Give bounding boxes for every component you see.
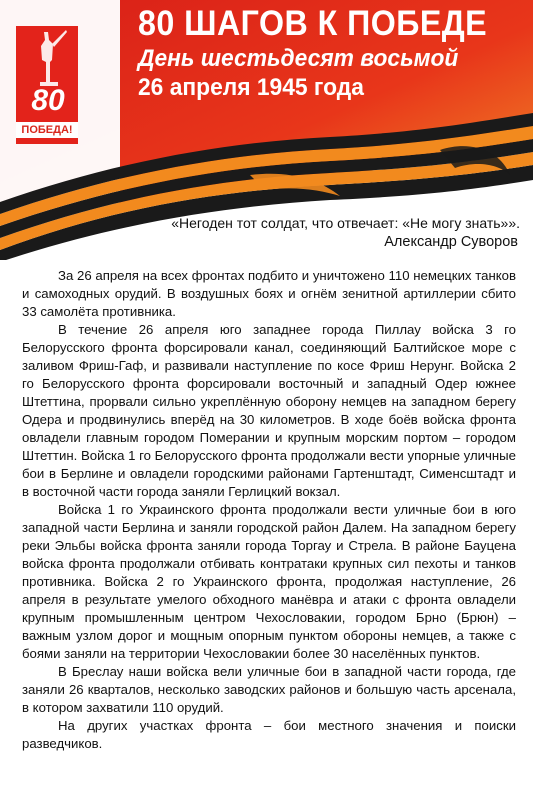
logo-word: ПОБЕДА! [16,122,78,138]
page-title: 80 ШАГОВ К ПОБЕДЕ [138,4,488,43]
quote-author: Александр Суворов [384,234,518,250]
title-block [138,4,533,102]
paragraph: В течение 26 апреля юго западнее города Пиллау войска 3 го Белорусского фронта форсировали канал, соединяющий Балтийское море с заливом Фриш-Гаф, и развивали наступление по косе Фриш Нерунг. Войска 2 го Белорусского фронта форсировали восточный и западный Одер южнее Штеттина, прорвали сильно укреплённую оборону немцев на западном берегу Одера и продвинулись вперёд на 30 километров. В ходе боёв войска фронта овладели главным городом Померании и крупным морским портом – городом Штеттин. Войска 1 го Белорусского фронта продолжали вести упорные уличные бои в Берлине и овладели городскими районами Гартенштадт, Сименсштадт и в восточной части города заняли Герлицкий вокзал. [22,322,516,499]
page-subtitle: День шестьдесят восьмой [138,45,459,72]
victory-logo [16,26,78,146]
epigraph-quote [80,214,520,252]
quote-text: «Негоден тот солдат, что отвечает: «Не могу знать»». [171,215,520,231]
page-date: 26 апреля 1945 года [138,74,364,101]
paragraph: За 26 апреля на всех фронтах подбито и уничтожено 110 немецких танков и самоходных орудий. В воздушных боях и огнём зенитной артиллерии сбито 33 самолёта противника. [22,268,516,319]
paragraph: В Бреслау наши войска вели уличные бои в западной части города, где заняли 26 кварталов, несколько заводских районов и большую часть арсенала, в котором захватили 110 орудий. [22,664,516,715]
logo-number: 80 [31,84,65,117]
article-body [22,267,516,753]
paragraph: Войска 1 го Украинского фронта продолжали вести уличные бои в юго западной части Берлина и заняли городской район Далем. На западном берегу реки Эльбы войска фронта заняли города Торгау и Стрела. В районе Бауцена войска фронта продолжали отбивать контратаки крупных сил пехоты и танков противника. Войска 2 го Украинского фронта, продолжая наступление, 26 апреля в результате умелого обходного манёвра и атаки с фронта овладели крупным промышленным центром Чехословакии, городом Брно (Брюн) – важным узлом дорог и мощным опорным пунктом обороны немцев, а также с боями заняли на территории Чехословакии более 30 населённых пунктов. [22,502,516,661]
paragraph: На других участках фронта – бои местного значения и поиски разведчиков. [22,718,516,751]
